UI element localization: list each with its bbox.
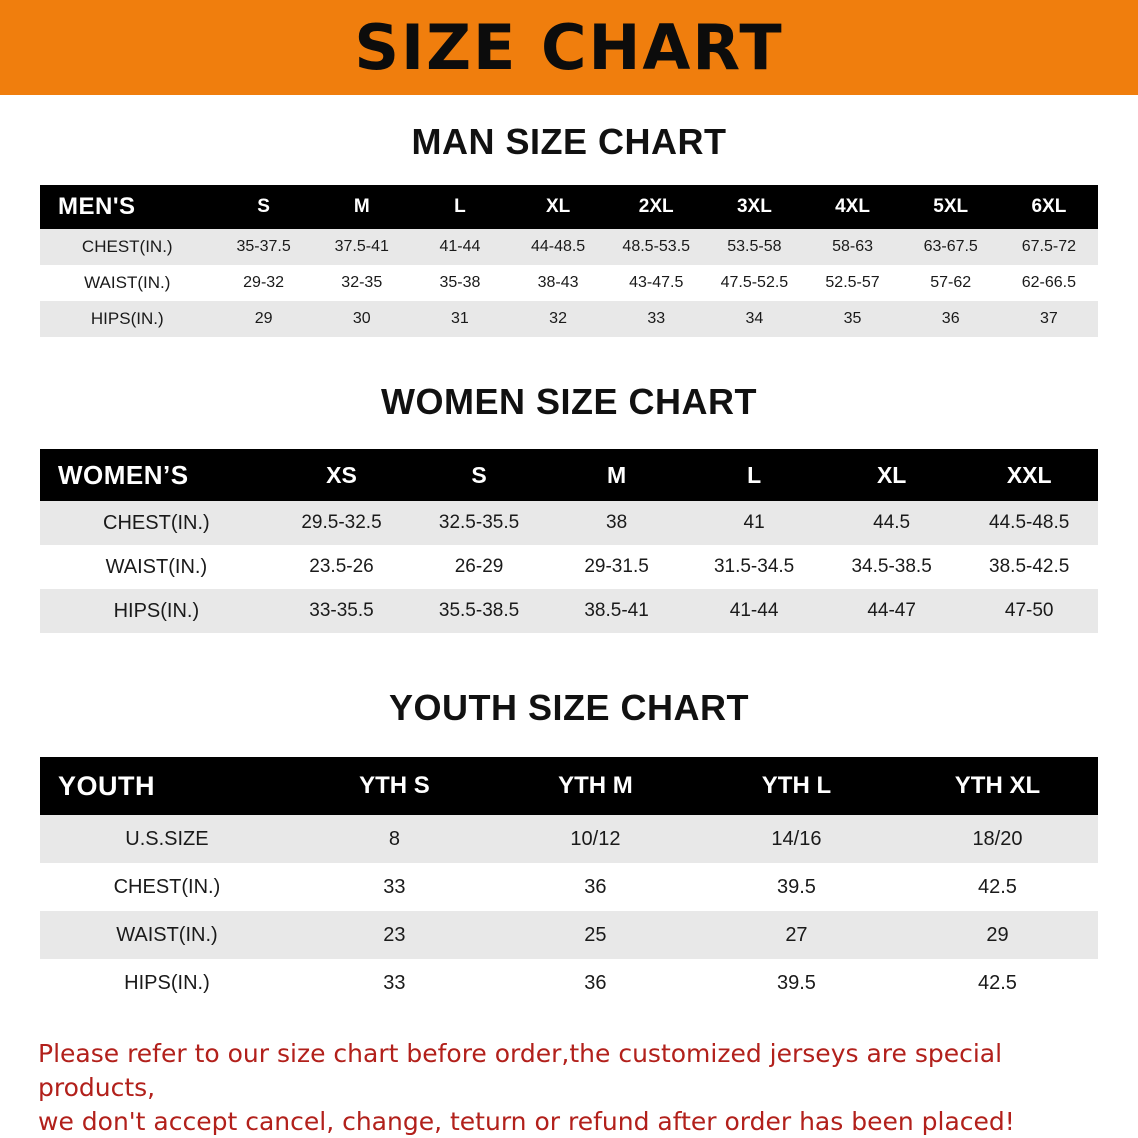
man-header-label: MEN'S [40,185,215,229]
return-policy-note [38,1037,1100,1138]
table-row [40,589,1098,633]
women-col-2: M [548,449,686,501]
youth-cell-2-1: 25 [495,911,696,959]
youth-header-label: YOUTH [40,757,294,815]
women-row-2-label: HIPS(IN.) [40,589,273,633]
youth-cell-3-2: 39.5 [696,959,897,1007]
man-cell-1-8: 62-66.5 [1000,265,1098,301]
man-cell-2-1: 30 [313,301,411,337]
youth-cell-1-0: 33 [294,863,495,911]
table-row [40,501,1098,545]
man-cell-2-2: 31 [411,301,509,337]
women-cell-2-2: 38.5-41 [548,589,686,633]
women-cell-2-0: 33-35.5 [273,589,411,633]
table-row [40,911,1098,959]
women-col-4: XL [823,449,961,501]
man-cell-1-2: 35-38 [411,265,509,301]
man-section-title: MAN SIZE CHART [0,121,1138,163]
youth-cell-3-0: 33 [294,959,495,1007]
youth-size-table [40,757,1098,1007]
table-row [40,301,1098,337]
man-cell-0-7: 63-67.5 [902,229,1000,265]
man-cell-2-3: 32 [509,301,607,337]
man-cell-2-0: 29 [215,301,313,337]
women-cell-1-4: 34.5-38.5 [823,545,961,589]
man-cell-1-6: 52.5-57 [803,265,901,301]
women-section-title: WOMEN SIZE CHART [0,381,1138,423]
women-col-5: XXL [960,449,1098,501]
women-cell-1-2: 29-31.5 [548,545,686,589]
man-col-5: 3XL [705,185,803,229]
youth-col-3: YTH XL [897,757,1098,815]
table-header-row [40,185,1098,229]
man-cell-0-6: 58-63 [803,229,901,265]
man-cell-1-3: 38-43 [509,265,607,301]
man-col-3: XL [509,185,607,229]
man-col-0: S [215,185,313,229]
man-cell-0-1: 37.5-41 [313,229,411,265]
women-cell-0-2: 38 [548,501,686,545]
table-row [40,959,1098,1007]
youth-cell-3-3: 42.5 [897,959,1098,1007]
women-col-3: L [685,449,823,501]
youth-cell-0-1: 10/12 [495,815,696,863]
man-col-2: L [411,185,509,229]
youth-cell-2-0: 23 [294,911,495,959]
man-col-6: 4XL [803,185,901,229]
women-header-label: WOMEN’S [40,449,273,501]
man-cell-0-0: 35-37.5 [215,229,313,265]
women-cell-2-1: 35.5-38.5 [410,589,548,633]
man-col-7: 5XL [902,185,1000,229]
youth-col-1: YTH M [495,757,696,815]
man-size-table [40,185,1098,337]
youth-row-0-label: U.S.SIZE [40,815,294,863]
man-cell-0-8: 67.5-72 [1000,229,1098,265]
youth-row-1-label: CHEST(IN.) [40,863,294,911]
man-col-4: 2XL [607,185,705,229]
man-cell-0-5: 53.5-58 [705,229,803,265]
page-title: SIZE CHART [354,17,783,79]
women-cell-0-1: 32.5-35.5 [410,501,548,545]
man-table-wrap [40,185,1098,337]
table-row [40,863,1098,911]
women-cell-2-5: 47-50 [960,589,1098,633]
youth-cell-0-0: 8 [294,815,495,863]
man-cell-2-5: 34 [705,301,803,337]
women-cell-0-5: 44.5-48.5 [960,501,1098,545]
women-table-wrap [40,449,1098,633]
man-cell-2-7: 36 [902,301,1000,337]
note-line-1: Please refer to our size chart before order,the customized jerseys are special products, [38,1039,1002,1102]
women-cell-0-4: 44.5 [823,501,961,545]
youth-cell-1-2: 39.5 [696,863,897,911]
note-line-2: we don't accept cancel, change, teturn or refund after order has been placed! [38,1105,1100,1138]
man-cell-1-0: 29-32 [215,265,313,301]
women-cell-1-5: 38.5-42.5 [960,545,1098,589]
man-cell-1-7: 57-62 [902,265,1000,301]
man-row-0-label: CHEST(IN.) [40,229,215,265]
women-cell-0-0: 29.5-32.5 [273,501,411,545]
man-col-1: M [313,185,411,229]
man-cell-2-4: 33 [607,301,705,337]
youth-cell-0-2: 14/16 [696,815,897,863]
youth-cell-2-3: 29 [897,911,1098,959]
man-cell-2-6: 35 [803,301,901,337]
women-cell-0-3: 41 [685,501,823,545]
man-cell-2-8: 37 [1000,301,1098,337]
women-cell-1-3: 31.5-34.5 [685,545,823,589]
man-cell-0-4: 48.5-53.5 [607,229,705,265]
youth-cell-1-3: 42.5 [897,863,1098,911]
table-header-row [40,757,1098,815]
women-col-1: S [410,449,548,501]
youth-row-2-label: WAIST(IN.) [40,911,294,959]
women-col-0: XS [273,449,411,501]
table-header-row [40,449,1098,501]
youth-col-0: YTH S [294,757,495,815]
man-cell-1-5: 47.5-52.5 [705,265,803,301]
women-cell-1-0: 23.5-26 [273,545,411,589]
youth-col-2: YTH L [696,757,897,815]
women-cell-1-1: 26-29 [410,545,548,589]
man-row-1-label: WAIST(IN.) [40,265,215,301]
banner [0,0,1138,95]
women-cell-2-3: 41-44 [685,589,823,633]
youth-row-3-label: HIPS(IN.) [40,959,294,1007]
table-row [40,815,1098,863]
youth-section-title: YOUTH SIZE CHART [0,687,1138,729]
man-cell-1-1: 32-35 [313,265,411,301]
youth-table-wrap [40,757,1098,1007]
women-row-1-label: WAIST(IN.) [40,545,273,589]
table-row [40,265,1098,301]
women-size-table [40,449,1098,633]
youth-cell-0-3: 18/20 [897,815,1098,863]
man-col-8: 6XL [1000,185,1098,229]
man-row-2-label: HIPS(IN.) [40,301,215,337]
women-row-0-label: CHEST(IN.) [40,501,273,545]
youth-cell-1-1: 36 [495,863,696,911]
table-row [40,229,1098,265]
youth-cell-3-1: 36 [495,959,696,1007]
man-cell-0-3: 44-48.5 [509,229,607,265]
women-cell-2-4: 44-47 [823,589,961,633]
youth-cell-2-2: 27 [696,911,897,959]
table-row [40,545,1098,589]
man-cell-0-2: 41-44 [411,229,509,265]
man-cell-1-4: 43-47.5 [607,265,705,301]
